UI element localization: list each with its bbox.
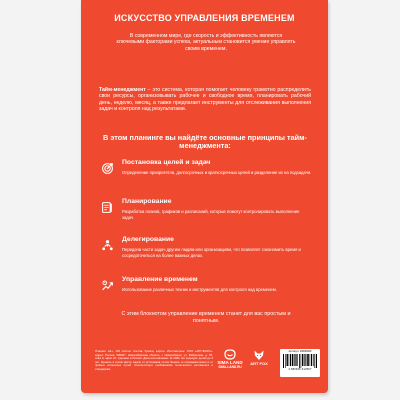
planning-icon — [101, 201, 114, 214]
sima-land-name: SIMA LAND — [217, 360, 243, 365]
barcode-label — [280, 349, 320, 377]
principle-name: Постановка целей и задач — [122, 159, 211, 166]
principles-heading: В этом планинге вы найдёте основные принципы тайм-менеджмента: — [103, 133, 307, 151]
principle-description: Передача части задач другим людям или организациям, что позволяет сэкономить время и сосредоточиться на более важных делах. — [122, 247, 301, 258]
barcode-image — [283, 354, 317, 368]
art-fox-logo — [246, 349, 272, 377]
closing-paragraph: С этим блокнотом управление временем станет для вас простым и понятным. — [121, 311, 291, 324]
article-number: Артикул: 10000000 — [288, 350, 312, 353]
principle-item — [101, 198, 313, 228]
art-fox-name: ART FOX — [250, 361, 268, 366]
principle-description: Использование различных техник и инструментов для контроля над временем. — [122, 287, 277, 292]
intro-paragraph: В современном мире, где скорость и эффективность являются ключевыми факторами успеха, актуальным становится умение управлять своим временем. — [116, 33, 296, 52]
principle-item — [101, 236, 313, 266]
planner-back-cover — [81, 0, 328, 393]
barcode-number: 4 680456 612567 — [288, 368, 312, 371]
principle-name: Делегирование — [122, 236, 174, 243]
sima-land-logo-icon — [224, 349, 236, 360]
principle-item — [101, 276, 313, 306]
definition-text: – это система, которая помогает человеку грамотно распределить свои ресурсы, организовывать рабочее и свободное время, планировать рабочий день, неделю, месяц, а также предлагает инструменты для отслеживания выполнения задач и контроля над результатами. — [99, 87, 311, 113]
principle-name: Управление временем — [122, 276, 198, 283]
principle-name: Планирование — [122, 198, 172, 205]
definition-paragraph — [99, 87, 311, 113]
page-title: ИСКУССТВО УПРАВЛЕНИЯ ВРЕМЕНЕМ — [114, 13, 295, 23]
principle-description: Разработка планов, графиков и расписаний, которые помогут контролировать выполнение задач. — [122, 209, 300, 220]
principle-item — [101, 159, 313, 189]
fine-print: Планинг. А4+, 100 листов. Состав: бумага, картон. Изготовитель: ООО «АРТ-ФОКС». Адрес: Россия, 630007, Новосибирская область, г. Новосибирск, ул. Фабричная, д. 55, этаж 5, офис 22. Сделано в России. Дата изготовления: 11.2023. Не подходит детям до 3 лет. Хранить в сухом месте, вдали от источников тепла. Беречь от попадания влаги и от прямых солнечных лучей. Соответствует требованиям технического регламента и стандартам. — [95, 349, 213, 371]
sima-land-logo — [217, 349, 243, 377]
fox-icon — [253, 349, 265, 361]
time-management-icon — [101, 279, 114, 292]
target-icon — [101, 162, 114, 175]
delegation-icon — [101, 239, 114, 252]
definition-term: Тайм-менеджмент — [99, 87, 146, 93]
sima-land-url: SIMA-LAND.RU — [218, 365, 242, 369]
principle-description: Определение приоритетов, долгосрочных и краткосрочных целей и разделение их на подзадачи. — [122, 170, 312, 175]
